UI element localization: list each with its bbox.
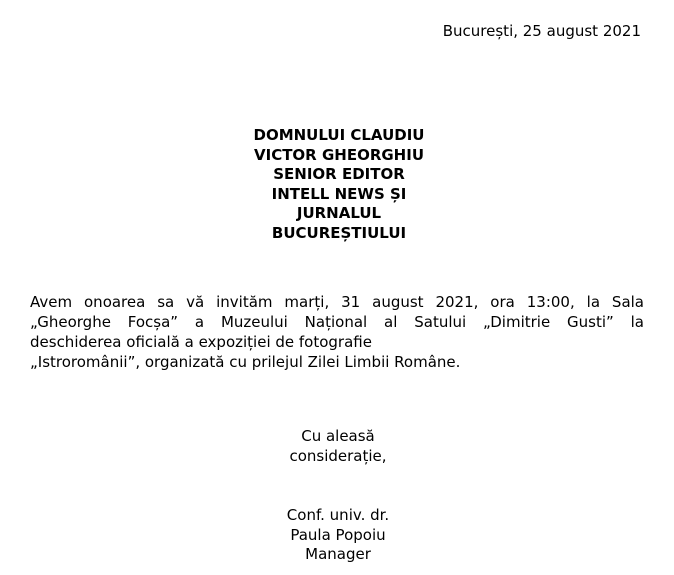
closing-line: considerație, xyxy=(289,446,387,465)
signature-block xyxy=(240,506,436,565)
recipient-line: SENIOR EDITOR xyxy=(273,165,405,183)
signature-title: Conf. univ. dr. xyxy=(286,506,390,524)
paragraph-line: „Gheorghe Focșa” a Muzeului Național al Satului „Dimitrie Gusti” la xyxy=(30,313,644,331)
signature-role: Manager xyxy=(305,545,371,563)
closing-salutation xyxy=(240,427,436,466)
signature-name: Paula Popoiu xyxy=(290,525,386,544)
date-line: București, 25 august 2021 xyxy=(442,22,641,40)
invitation-paragraph xyxy=(30,292,644,372)
paragraph-line: deschiderea oficială a expoziției de fotografie xyxy=(30,333,372,351)
recipient-line: VICTOR GHEORGHIU xyxy=(254,145,424,164)
paragraph-line: Avem onoarea sa vă invităm marți, 31 august 2021, ora 13:00, la Sala xyxy=(30,293,644,311)
recipient-line: JURNALUL xyxy=(296,204,382,222)
recipient-line: INTELL NEWS ȘI xyxy=(271,184,407,203)
recipient-line: DOMNULUI CLAUDIU xyxy=(253,126,425,144)
recipient-block xyxy=(170,126,508,243)
paragraph-line: „Istroromânii”, organizată cu prilejul Zilei Limbii Române. xyxy=(30,353,461,371)
recipient-line: BUCUREȘTIULUI xyxy=(271,223,407,242)
closing-line: Cu aleasă xyxy=(301,427,375,445)
